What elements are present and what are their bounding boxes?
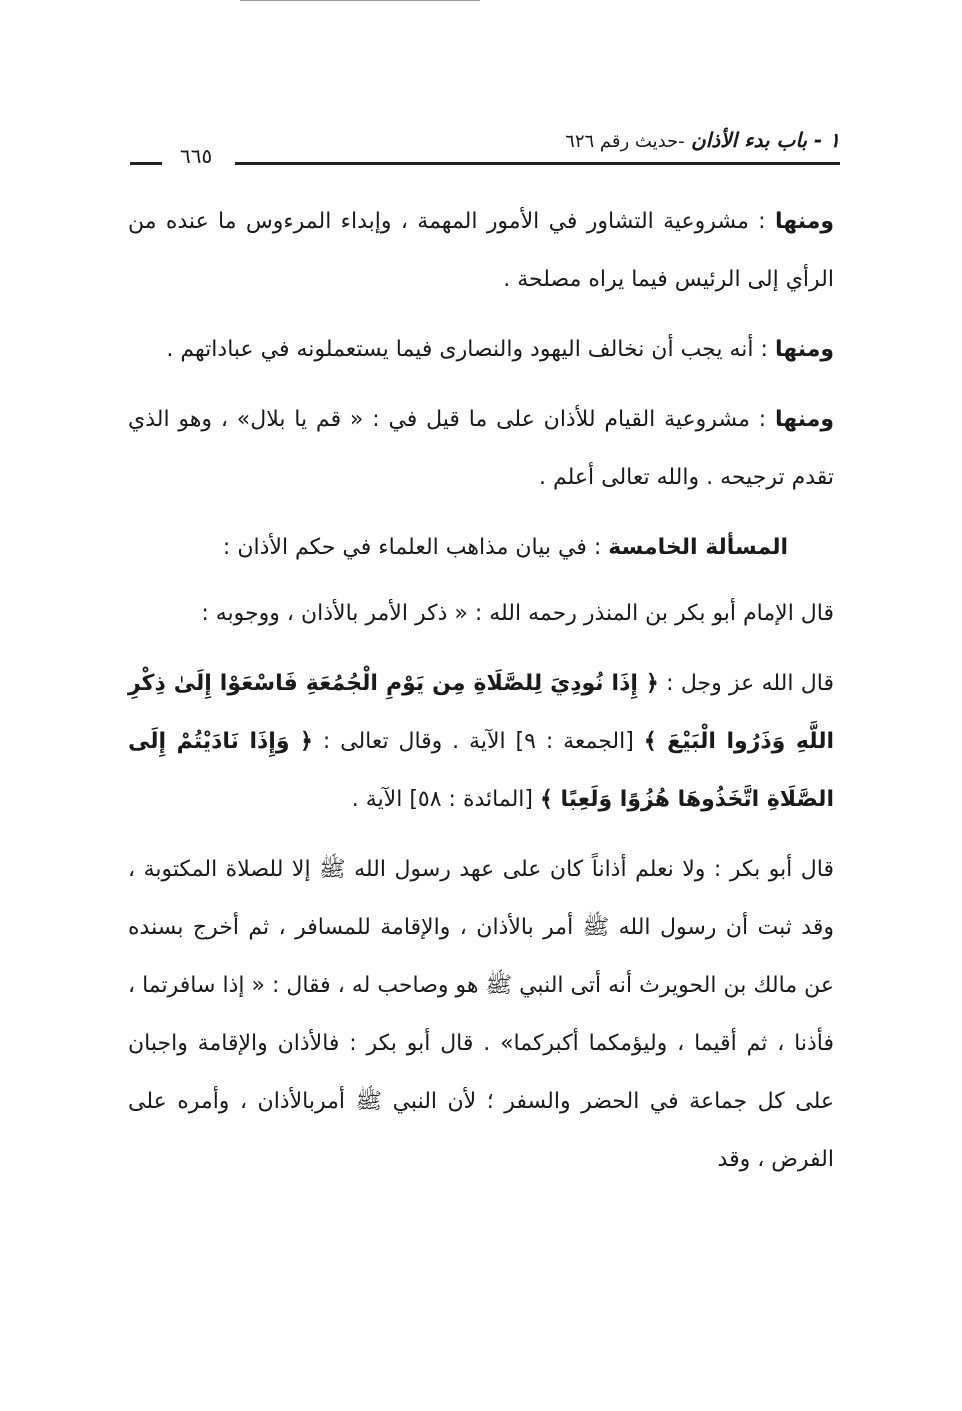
paragraph-consultation — [128, 193, 834, 309]
paragraph-quran-verses — [128, 655, 834, 829]
paragraph-text: قال أبو بكر : ولا نعلم أذاناً كان على عهد رسول الله ﷺ إلا للصلاة المكتوبة ، وقد ثبت أن رسول الله ﷺ أمر بالأذان ، والإقامة للمسافر ، ثم أخرج بسنده عن مالك بن الحويرث أنه أتى النبي ﷺ هو وصاحب له ، فقال : « إذا سافرتما ، فأذنا ، ثم أقيما ، وليؤمكما أكبركما» . قال أبو بكر : فالأذان والإقامة واجبان على كل جماعة في الحضر والسفر ؛ لأن النبي ﷺ أمربالأذان ، وأمره على الفرض ، وقد — [128, 857, 834, 1172]
running-header — [130, 128, 840, 168]
page-number: ٦٦٥ — [180, 144, 213, 168]
paragraph-standing-for-adhan — [128, 391, 834, 507]
section-heading: المسألة الخامسة — [608, 535, 788, 560]
verse-reference: [المائدة : ٥٨] الآية . — [351, 787, 533, 812]
paragraph-ibn-mundhir — [128, 585, 834, 643]
chapter-title: ١ - باب بدء الأذان — [691, 128, 840, 152]
paragraph-lead: ومنها — [774, 337, 834, 362]
paragraph-lead: ومنها — [774, 407, 834, 432]
header-title — [565, 128, 840, 152]
paragraph-lead: ومنها — [774, 209, 834, 234]
paragraph-text: قال الإمام أبو بكر بن المنذر رحمه الله : « ذكر الأمر بالأذان ، ووجوبه : — [201, 601, 834, 626]
top-edge-rule — [240, 0, 480, 1]
page-number-dash — [130, 162, 162, 165]
verse-reference: [الجمعة : ٩] الآية . وقال تعالى : — [322, 729, 634, 754]
section-text: : في بيان مذاهب العلماء في حكم الأذان : — [222, 535, 602, 560]
paragraph-text: : أنه يجب أن نخالف اليهود والنصارى فيما يستعملونه في عباداتهم . — [166, 337, 768, 362]
header-rule — [235, 162, 840, 165]
paragraph-text: : مشروعية التشاور في الأمور المهمة ، وإبداء المرءوس ما عنده من الرأي إلى الرئيس فيما يراه مصلحة . — [128, 209, 834, 292]
paragraph-text: قال الله عز وجل : — [666, 671, 834, 696]
section-fifth-issue — [128, 519, 834, 577]
quran-verse-jumuah: ﴿ إِذَا نُودِيَ لِلصَّلَاةِ مِن يَوْمِ الْجُمُعَةِ فَاسْعَوْا إِلَىٰ ذِكْرِ اللَّهِ وَذَرُوا الْبَيْعَ ﴾ — [128, 671, 835, 754]
paragraph-text: : مشروعية القيام للأذان على ما قيل في : « قم يا بلال» ، وهو الذي تقدم ترجيحه . والله تعالى أعلم . — [128, 407, 834, 490]
quran-verse-maidah: ﴿ وَإِذَا نَادَيْتُمْ إِلَى الصَّلَاةِ اتَّخَذُوهَا هُزُوًا وَلَعِبًا ﴾ — [128, 729, 834, 812]
paragraph-differ-jews-christians — [128, 321, 834, 379]
page-body — [128, 193, 834, 1197]
hadith-number: -حديث رقم ٦٢٦ — [565, 131, 685, 152]
paragraph-abu-bakr — [128, 841, 834, 1189]
